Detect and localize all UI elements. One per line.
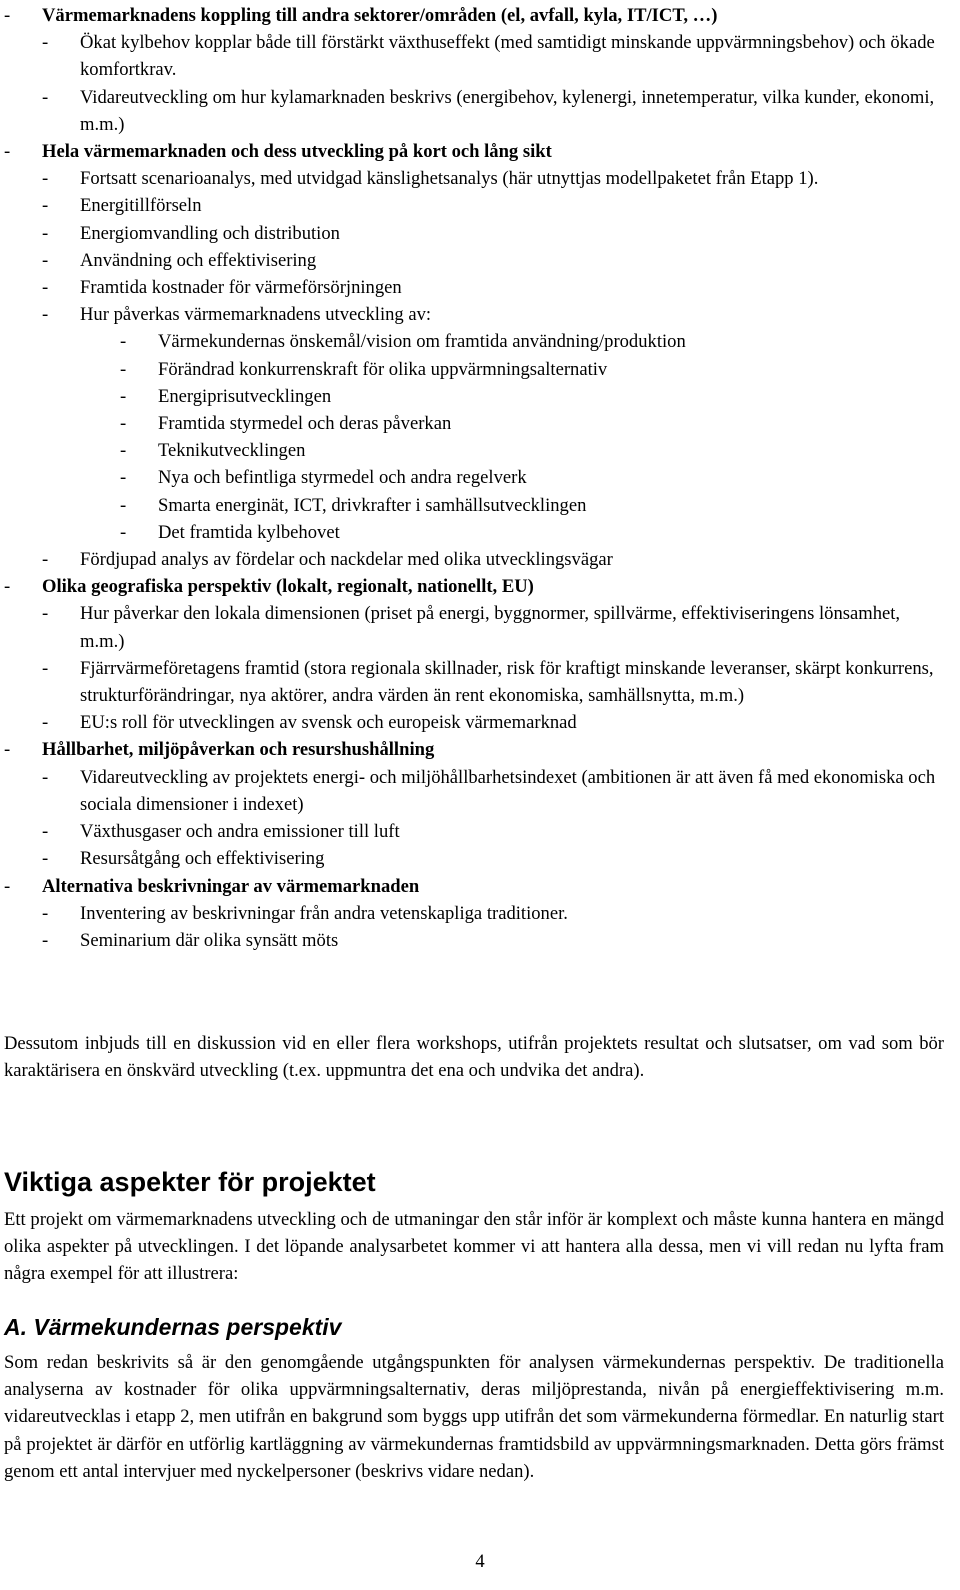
list-item-text: Hur påverkar den lokala dimensionen (priset på energi, byggnormer, spillvärme, effektiviseringens lönsamhet, m.m.) xyxy=(80,603,901,652)
list-item-text: EU:s roll för utvecklingen av svensk och europeisk värmemarknad xyxy=(80,712,577,734)
list-item-text: Inventering av beskrivningar från andra vetenskapliga traditioner. xyxy=(80,902,568,924)
heading-viktiga-aspekter: Viktiga aspekter för projektet xyxy=(4,1167,376,1197)
list-item xyxy=(0,818,948,845)
list-item-text: Hela värmemarknaden och dess utveckling på kort och lång sikt xyxy=(42,141,552,163)
bullet-dash: - xyxy=(42,86,49,108)
bullet-dash: - xyxy=(42,657,49,679)
list-item xyxy=(0,192,948,219)
bullet-dash: - xyxy=(4,141,11,163)
list-item-text: Teknikutvecklingen xyxy=(158,440,306,462)
bullet-dash: - xyxy=(120,440,127,462)
list-item-text: Energiomvandling och distribution xyxy=(80,222,340,244)
bullet-dash: - xyxy=(120,494,127,516)
list-item-text: Seminarium där olika synsätt möts xyxy=(80,929,339,951)
list-item-text: Olika geografiska perspektiv (lokalt, regionalt, nationellt, EU) xyxy=(42,576,534,598)
list-item-text: Hur påverkas värmemarknadens utveckling av: xyxy=(80,304,432,326)
list-item-text: Fördjupad analys av fördelar och nackdelar med olika utvecklingsvägar xyxy=(80,549,613,571)
list-item-text: Energiprisutvecklingen xyxy=(158,385,332,407)
list-item xyxy=(0,873,948,900)
page-number: 4 xyxy=(475,1551,485,1572)
bullet-dash: - xyxy=(120,358,127,380)
list-item xyxy=(0,546,948,573)
list-item-text: Fortsatt scenarioanalys, med utvidgad känslighetsanalys (här utnyttjas modellpaketet från Etapp 1). xyxy=(80,168,819,190)
list-item xyxy=(0,247,948,274)
list-item xyxy=(0,220,948,247)
bullet-dash: - xyxy=(120,385,127,407)
list-item-text: Framtida styrmedel och deras påverkan xyxy=(158,413,452,435)
list-item xyxy=(0,301,948,328)
list-item xyxy=(0,383,948,410)
list-item xyxy=(0,764,948,818)
list-item-text: Framtida kostnader för värmeförsörjningen xyxy=(80,277,402,299)
list-item xyxy=(0,709,948,736)
bullet-dash: - xyxy=(42,929,49,951)
list-item xyxy=(0,29,948,83)
paragraph-customer-perspective: Som redan beskrivits så är den genomgående utgångspunkten för analysen värmekundernas perspektiv. De traditionella analyserna av kostnader för olika uppvärmningsalternativ, deras miljöprestanda, nivån på energieffektivisering m.m. vidareutvecklas i etapp 2, men utifrån en bakgrund som byggs upp utifrån det som värmekunderna förmedlar. En naturlig start på projektet är därför en utförlig kartläggning av värmekundernas framtidsbild av uppvärmningsmarknaden. Detta görs främst genom ett antal intervjuer med nyckelpersoner (beskrivs vidare nedan). xyxy=(4,1352,944,1482)
bullet-dash: - xyxy=(120,413,127,435)
bullet-dash: - xyxy=(120,521,127,543)
bullet-dash: - xyxy=(120,331,127,353)
list-item-text: Växthusgaser och andra emissioner till luft xyxy=(80,821,400,843)
list-item-text: Värmekundernas önskemål/vision om framtida användning/produktion xyxy=(158,331,686,353)
list-item-text: Det framtida kylbehovet xyxy=(158,521,340,543)
list-item xyxy=(0,328,948,355)
bullet-dash: - xyxy=(42,304,49,326)
list-item-text: Ökat kylbehov kopplar både till förstärkt växthuseffekt (med samtidigt minskande uppvärmningsbehov) och ökade komfortkrav. xyxy=(80,32,935,81)
list-item-text: Smarta energinät, ICT, drivkrafter i samhällsutvecklingen xyxy=(158,494,587,516)
bullet-dash: - xyxy=(120,467,127,489)
list-item xyxy=(0,519,948,546)
list-item-text: Användning och effektivisering xyxy=(80,249,317,271)
list-item-text: Vidareutveckling av projektets energi- och miljöhållbarhetsindexet (ambitionen är att även få med ekonomiska och sociala dimensioner i indexet) xyxy=(80,766,936,815)
bullet-dash: - xyxy=(42,277,49,299)
bullet-dash: - xyxy=(4,576,11,598)
paragraph-workshops: Dessutom inbjuds till en diskussion vid en eller flera workshops, utifrån projektets resultat och slutsatser, om vad som bör karaktärisera en önskvärd utveckling (t.ex. uppmuntra det ena och undvika det andra). xyxy=(4,1033,944,1082)
list-item-text: Förändrad konkurrenskraft för olika uppvärmningsalternativ xyxy=(158,358,608,380)
bullet-dash: - xyxy=(4,739,11,761)
list-item xyxy=(0,845,948,872)
bullet-dash: - xyxy=(42,603,49,625)
list-item-text: Fjärrvärmeföretagens framtid (stora regionala skillnader, risk för kraftigt minskande leveranser, skärpt konkurrens, strukturförändringar, nya aktörer, andra värden än rent ekonomiska, samhällsnytta, m.m.) xyxy=(80,657,934,707)
list-item xyxy=(0,573,948,600)
bullet-dash: - xyxy=(42,222,49,244)
bullet-dash: - xyxy=(42,848,49,870)
list-item xyxy=(0,900,948,927)
bullet-dash: - xyxy=(42,168,49,190)
list-item-text: Värmemarknadens koppling till andra sektorer/områden (el, avfall, kyla, IT/ICT, …) xyxy=(42,5,718,26)
list-item xyxy=(0,356,948,383)
bullet-dash: - xyxy=(42,32,49,54)
list-item xyxy=(0,464,948,491)
list-item xyxy=(0,84,948,138)
list-item xyxy=(0,600,948,654)
bullet-dash: - xyxy=(4,5,11,26)
bullet-dash: - xyxy=(42,249,49,271)
bullet-dash: - xyxy=(42,712,49,734)
list-item-text: Energitillförseln xyxy=(80,195,202,217)
list-item xyxy=(0,437,948,464)
list-item-text: Vidareutveckling om hur kylamarknaden beskrivs (energibehov, kylenergi, innetemperatur, vilka kunder, ekonomi, m.m.) xyxy=(80,86,935,135)
list-item xyxy=(0,492,948,519)
heading-varmekundernas-perspektiv: A. Värmekundernas perspektiv xyxy=(4,1314,342,1340)
bullet-dash: - xyxy=(42,549,49,571)
paragraph-project-intro: Ett projekt om värmemarknadens utveckling och de utmaningar den står inför är komplext och måste kunna hantera en mängd olika aspekter på utvecklingen. I det löpande analysarbetet kommer vi att hantera alla dessa, men vi vill redan nu lyfta fram några exempel för att illustrera: xyxy=(4,1209,944,1285)
list-item-text: Hållbarhet, miljöpåverkan och resurshushållning xyxy=(42,739,435,761)
list-item xyxy=(0,410,948,437)
list-item-text: Nya och befintliga styrmedel och andra regelverk xyxy=(158,467,527,489)
list-item xyxy=(0,927,948,954)
list-item xyxy=(0,736,948,763)
list-item-text: Resursåtgång och effektivisering xyxy=(80,848,325,870)
bullet-dash: - xyxy=(42,902,49,924)
list-item-text: Alternativa beskrivningar av värmemarknaden xyxy=(42,875,420,897)
list-item xyxy=(0,165,948,192)
list-item xyxy=(0,655,948,709)
bullet-list xyxy=(0,2,948,954)
list-item xyxy=(0,138,948,165)
bullet-dash: - xyxy=(42,821,49,843)
bullet-dash: - xyxy=(42,195,49,217)
bullet-dash: - xyxy=(4,875,11,897)
list-item xyxy=(0,274,948,301)
bullet-dash: - xyxy=(42,766,49,788)
list-item xyxy=(0,2,948,29)
